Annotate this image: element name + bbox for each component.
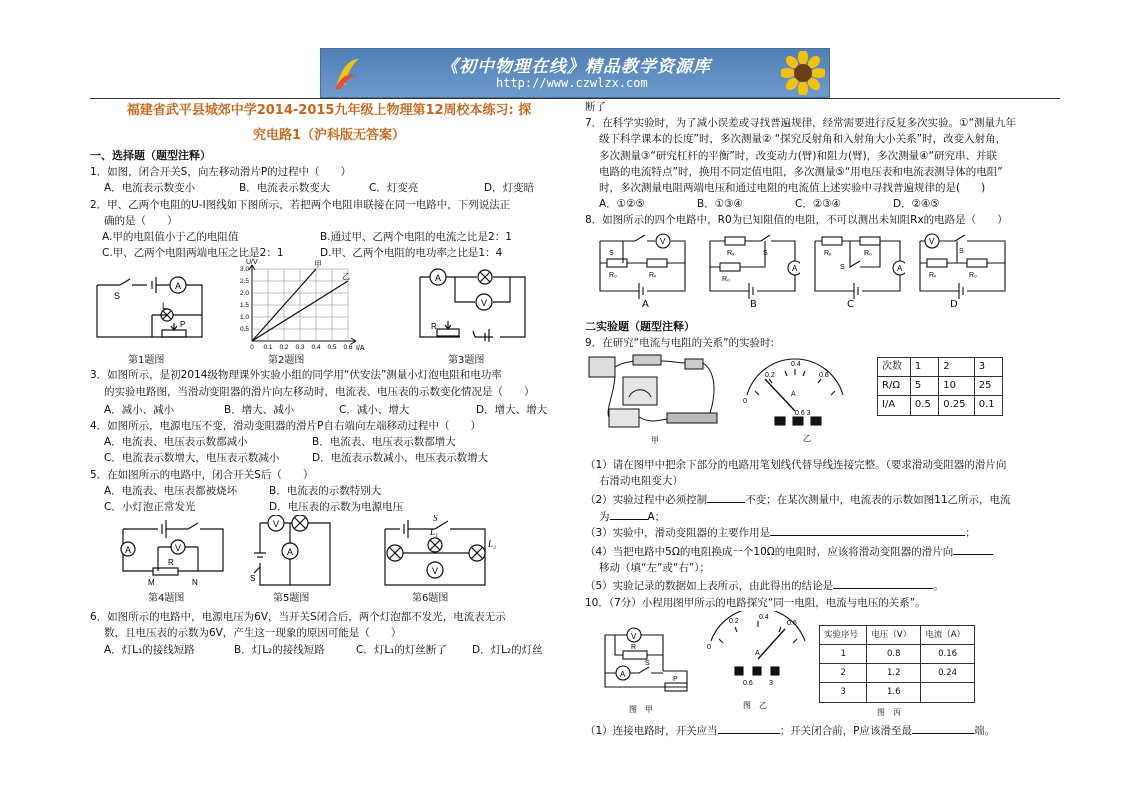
q10-fig-jia-circuit (599, 615, 699, 715)
fig2-line-jia: 甲 (314, 260, 322, 270)
q2-option-b[interactable]: B.通过甲、乙两个电阻的电流之比是2：1 (320, 231, 512, 244)
q9-sub2-c: 为 (599, 510, 610, 523)
q2-option-d[interactable]: D.甲、乙两个电阻的电功率之比是1：4 (320, 247, 503, 260)
table-cell: 电压（V） (867, 625, 921, 644)
q9-fig-jia-apparatus (585, 351, 725, 446)
table-cell: 0.16 (921, 645, 975, 664)
svg-text:A: A (125, 545, 132, 556)
table-cell: 3 (820, 683, 867, 702)
q9-blank-conclusion[interactable] (833, 588, 933, 589)
q4-options-row1 (90, 434, 568, 450)
q9-blank-control[interactable] (707, 502, 745, 503)
q9-sub5 (585, 578, 1063, 594)
q9-label-jia: 甲 (651, 436, 659, 446)
fig3-circuit (415, 267, 530, 342)
q10-fig-yi-ammeter (703, 611, 813, 711)
svg-text:S: S (609, 249, 614, 257)
svg-text:A: A (175, 281, 182, 292)
header-banner (320, 48, 830, 98)
q7-option-b[interactable]: B．①③④ (697, 198, 743, 211)
q10-data-table (819, 625, 975, 703)
svg-text:V: V (432, 566, 439, 577)
svg-text:0.6: 0.6 (743, 679, 753, 687)
q9-blank-current[interactable] (610, 519, 648, 520)
svg-text:L₂: L₂ (488, 539, 497, 550)
q9-sub2-cont (585, 509, 1063, 525)
svg-text:A: A (897, 263, 903, 273)
svg-text:0.6: 0.6 (819, 372, 829, 380)
fig2-xtick: 0.2 (279, 344, 289, 352)
svg-text:0.4: 0.4 (759, 613, 769, 621)
q10-sub1-c: 端。 (974, 724, 996, 737)
q3-option-d[interactable]: D．增大、增大 (476, 403, 548, 416)
section-choice: 一、选择题（题型注释） (90, 149, 211, 162)
q6-stem: 6．如图所示的电路中，电源电压为6V，当开关S闭合后，两个灯泡都不发光，电流表无示 (90, 611, 506, 624)
figure-row-1 (90, 259, 568, 367)
q7-option-c[interactable]: C．②③④ (795, 198, 842, 211)
svg-text:R: R (631, 643, 637, 651)
q5-option-b[interactable]: B．电流表的示数特别大 (269, 484, 382, 497)
q10-blank-end[interactable] (912, 733, 974, 734)
q7-option-a[interactable]: A．①②⑤ (599, 198, 645, 211)
table-row (820, 664, 975, 683)
q9-data-table (877, 357, 1003, 416)
doc-title (90, 100, 568, 146)
q1-stem: 1．如图，闭合开关S，向左移动滑片P的过程中（ ） (90, 166, 352, 179)
svg-text:R₀: R₀ (864, 249, 872, 257)
logo-icon (333, 55, 365, 91)
fig2-xtick: 0.6 (343, 344, 353, 352)
q2-stem2: 确的是（ ） (104, 214, 178, 227)
q7-line1: 7．在科学实验时，为了减小误差或寻找普遍规律，经常需要进行反复多次实验。①“测量九年 (585, 117, 1017, 130)
caption-fig1: 第1题图 (128, 355, 165, 367)
q9-label-yi: 乙 (803, 434, 811, 444)
svg-text:3: 3 (769, 679, 773, 687)
svg-text:0: 0 (707, 643, 711, 651)
q8-label-a: A (642, 298, 649, 310)
fig2-xtick: 0.5 (327, 344, 337, 352)
table-cell: 1.2 (867, 664, 921, 683)
table-cell: 电流（A） (921, 625, 975, 644)
q9-blank-role[interactable] (770, 535, 965, 536)
q10-cap-bing: 图 丙 (877, 707, 901, 717)
table-cell: 1.6 (867, 683, 921, 702)
table-cell: 2 (939, 358, 975, 377)
q6-option-c[interactable]: C．灯L₁的灯丝断了 (356, 643, 447, 656)
q9-fig-yi-ammeter (735, 351, 855, 446)
right-column (585, 99, 1063, 739)
table-row (820, 625, 975, 644)
q9-sub3 (585, 525, 1063, 541)
table-cell (921, 683, 975, 702)
q9-sub4 (585, 544, 1063, 560)
q5-stem: 5．在如图所示的电路中，闭合开关S后（ ） (90, 468, 314, 481)
q1-options (90, 180, 568, 196)
svg-text:S: S (250, 574, 256, 584)
table-cell: 0.24 (921, 664, 975, 683)
q3-option-c[interactable]: C．减小、增大 (339, 403, 410, 416)
svg-text:V: V (481, 298, 488, 309)
q5-option-c[interactable]: C．小灯泡正常发光 (104, 501, 196, 514)
fig5-circuit (250, 515, 340, 590)
fig2-ytick: 1.0 (239, 314, 249, 322)
q6-options (90, 642, 568, 658)
q9-sub1-cont: 右滑动电阻变大） (599, 475, 683, 488)
q3-options (90, 402, 568, 418)
banner-url: http://www.czwlzx.com (496, 76, 648, 90)
q2-options-row1 (90, 229, 568, 245)
q4-stem: 4．如图所示，电源电压不变，滑动变阻器的滑片P自右端向左端移动过程中（ ） (90, 420, 482, 433)
table-cell: 次数 (878, 358, 911, 377)
q9-sub2 (585, 492, 1063, 508)
caption-fig2: 第2题图 (268, 355, 305, 367)
svg-text:R₀: R₀ (609, 271, 617, 279)
q4-option-b[interactable]: B．电流表、电压表示数都增大 (312, 436, 456, 449)
svg-text:0.4: 0.4 (791, 361, 801, 369)
fig2-ytick: 2.5 (239, 278, 249, 286)
table-row (820, 645, 975, 664)
q4-option-a[interactable]: A．电流表、电压表示数都减小 (104, 436, 248, 449)
svg-text:0.6 3: 0.6 3 (795, 410, 811, 418)
q10-cap-yi: 图 乙 (743, 700, 767, 710)
q9-sub4-a: （4）当把电路中5Ω的电阻换成一个10Ω的电阻时，应该将滑动变阻器的滑片向 (585, 546, 954, 559)
svg-text:R: R (431, 322, 437, 332)
fig2-ytick: 3.0 (239, 266, 249, 274)
svg-text:R₀: R₀ (969, 271, 977, 279)
q7-option-d[interactable]: D．②④⑤ (893, 198, 940, 211)
q9-stem: 9．在研究“电流与电阻的关系”的实验时: (585, 336, 775, 349)
fig2-ytick: 0.5 (239, 326, 249, 334)
svg-text:S: S (959, 247, 964, 255)
svg-text:A: A (287, 547, 294, 558)
fig2-xtick: 0.1 (263, 344, 273, 352)
fig2-xtick: 0.4 (311, 344, 321, 352)
figure-row-2 (90, 515, 568, 607)
svg-text:P: P (180, 320, 186, 330)
svg-text:L₁: L₁ (430, 527, 439, 538)
fig2-line-yi: 乙 (342, 272, 350, 282)
caption-fig3: 第3题图 (448, 355, 485, 367)
q8-figures (585, 229, 1063, 309)
q5-option-d[interactable]: D．电压表的示数为电源电压 (269, 501, 404, 514)
q6-continuation: 断了 (585, 101, 606, 113)
svg-text:Rₓ: Rₓ (929, 271, 937, 279)
q9-sub2-d: A； (647, 510, 666, 523)
table-cell: 实验序号 (820, 625, 867, 644)
q8-stem: 8．如图所示的四个电路中，R0为已知阻值的电阻，不可以测出未知阻Rx的电路是（ ） (585, 214, 1008, 227)
q8-label-d: D (950, 298, 958, 310)
table-cell: 0.1 (974, 396, 1002, 415)
q7-line2: 级下科学课本的长度”时，多次测量② “探究反射角和入射角大小关系”时，改变入射角， (599, 133, 1007, 146)
q9-sub3-b: ； (965, 526, 976, 539)
caption-fig5: 第5题图 (273, 593, 310, 605)
banner-title: 《初中物理在线》精品教学资源库 (441, 57, 711, 77)
fig1-circuit (92, 275, 207, 345)
q8-circuit-b (705, 233, 800, 303)
q1-option-a[interactable]: A．电流表示数变小 (104, 182, 196, 195)
svg-text:Rₓ: Rₓ (824, 249, 832, 257)
q1-option-d[interactable]: D．灯变暗 (484, 182, 535, 195)
q9-sub5-b: 。 (933, 580, 944, 593)
caption-fig6: 第6题图 (412, 593, 449, 605)
svg-text:0.2: 0.2 (765, 372, 775, 380)
svg-text:A: A (792, 263, 798, 273)
table-cell: 1 (820, 645, 867, 664)
q7-line3: 多次测量③“研究杠杆的平衡”时，改变动力(臂)和阻力(臂)，多次测量④“研究串、并联 (599, 149, 998, 162)
left-column (90, 100, 568, 658)
svg-text:0.2: 0.2 (729, 617, 739, 625)
q6-stem2: 数，且电压表的示数为6V，产生这一现象的原因可能是（ ） (104, 627, 402, 640)
fig2-ylabel: U/V (246, 259, 258, 267)
fig2-xtick: 0 (250, 344, 254, 352)
svg-text:S: S (433, 515, 438, 524)
q7-options (585, 196, 1063, 212)
table-row (878, 396, 1003, 415)
q6-option-a[interactable]: A．灯L₁的接线短路 (104, 643, 195, 656)
svg-text:S: S (840, 263, 845, 271)
q8-circuit-d (915, 233, 1010, 303)
svg-text:M: M (148, 578, 155, 588)
q7-line5: 时，多次测量电阻两端电压和通过电阻的电流值上述实验中寻找普遍规律的是( ) (599, 182, 986, 195)
q9-blank-direction[interactable] (953, 554, 993, 555)
fig2-xlabel: I/A (356, 345, 365, 353)
svg-text:0.6: 0.6 (787, 619, 797, 627)
q2-option-a[interactable]: A.甲的电阻值小于乙的电阻值 (102, 231, 239, 244)
q9-sub5-a: （5）实验记录的数据如上表所示，由此得出的结论是 (585, 580, 834, 593)
svg-text:P: P (673, 675, 678, 683)
svg-text:A: A (791, 391, 796, 399)
q4-options-row2 (90, 450, 568, 466)
q1-option-b[interactable]: B．电流表示数变大 (239, 182, 331, 195)
q10-blank-switch[interactable] (718, 733, 780, 734)
q10-cap-jia: 图 甲 (629, 704, 653, 714)
q10-figures (585, 611, 1063, 717)
fig2-graph (230, 257, 370, 352)
svg-text:V: V (273, 519, 280, 530)
section-experiment: 二实验题（题型注释） (585, 319, 695, 333)
q3-option-b[interactable]: B．增大、减小 (224, 403, 295, 416)
svg-text:A: A (435, 273, 442, 284)
q9-sub1: （1）请在图甲中把余下部分的电路用笔划线代替导线连接完整。（要求滑动变阻器的滑片向 (585, 459, 1007, 472)
fig4-circuit (118, 519, 228, 589)
doc-title-line1: 福建省武平县城郊中学2014-2015九年级上物理第12周校本练习: 探 (126, 103, 532, 118)
q10-sub1 (585, 723, 1063, 739)
fig6-circuit (380, 515, 505, 590)
q2-option-c[interactable]: C.甲、乙两个电阻两端电压之比是2：1 (102, 247, 284, 260)
fig2-ytick: 1.5 (239, 302, 249, 310)
fig2-ytick: 2.0 (239, 290, 249, 298)
table-row (820, 683, 975, 702)
q10-sub1-a: （1）连接电路时，开关应当 (585, 724, 718, 737)
q8-label-c: C (847, 298, 854, 310)
q5-options-row1 (90, 483, 568, 499)
q6-option-b[interactable]: B．灯L₂的接线短路 (234, 643, 325, 656)
svg-text:S: S (763, 249, 768, 257)
table-cell: 3 (974, 358, 1002, 377)
q6-option-d[interactable]: D．灯L₂的灯丝 (472, 643, 543, 656)
q9-sub4-cont: 移动（填“左”或“右”）； (599, 562, 711, 575)
svg-text:R₀: R₀ (722, 275, 730, 283)
table-cell: 5 (910, 377, 938, 396)
table-cell: I/A (878, 396, 911, 415)
svg-text:V: V (660, 236, 666, 246)
table-cell: R/Ω (878, 377, 911, 396)
table-cell: 2 (820, 664, 867, 683)
svg-text:S: S (114, 291, 121, 302)
q3-stem: 3．如图所示，是初2014级物理课外实验小组的同学用“伏安法”测量小灯泡电阻和电功率 (90, 369, 502, 382)
svg-text:Rₓ: Rₓ (649, 271, 657, 279)
table-cell: 1 (910, 358, 938, 377)
svg-text:R: R (168, 558, 174, 568)
q4-option-d[interactable]: D．电流表示数减小，电压表示数增大 (312, 452, 489, 465)
q1-option-c[interactable]: C．灯变亮 (369, 182, 419, 195)
q9-sub3-a: （3）实验中，滑动变阻器的主要作用是 (585, 526, 771, 539)
svg-text:L: L (162, 301, 168, 312)
svg-text:S: S (645, 659, 650, 667)
table-row (878, 358, 1003, 377)
caption-fig4: 第4题图 (148, 593, 185, 605)
q4-option-c[interactable]: C．电流表示数增大，电压表示数减小 (104, 452, 280, 465)
q2-stem: 2．甲、乙两个电阻的U-I图线如下图所示，若把两个电阻串联接在同一电路中，下列说法正 (90, 198, 511, 211)
table-cell: 0.8 (867, 645, 921, 664)
q9-figures (585, 351, 1063, 453)
q10-sub1-b: ；开关闭合前，P应该滑至最 (779, 724, 913, 737)
svg-text:A: A (755, 649, 760, 657)
doc-title-line2: 究电路1（沪科版无答案） (252, 128, 406, 143)
q3-stem2: 的实验电路图，当滑动变阻器的滑片向左移动时，电流表、电压表的示数变化情况是（ ） (104, 385, 535, 398)
q5-options-row2 (90, 499, 568, 515)
svg-text:0: 0 (743, 398, 747, 406)
table-row (878, 377, 1003, 396)
q8-circuit-a (595, 233, 690, 303)
svg-text:V: V (175, 543, 182, 554)
svg-text:V: V (631, 631, 637, 641)
svg-text:Rₓ: Rₓ (727, 249, 735, 257)
table-cell: 0.25 (939, 396, 975, 415)
q10-stem: 10．（7分）小程用图甲所示的电路探究“同一电阻，电流与电压的关系”。 (585, 596, 926, 609)
q9-sub2-b: 不变；在某次测量中，电流表的示数如图11乙所示，电流 (745, 494, 1011, 507)
table-cell: 0.5 (910, 396, 938, 415)
fig2-xtick: 0.3 (295, 344, 305, 352)
q7-line4: 电路的电流特点”时，换用不同定值电阻，多次测量⑤“用电压表和电流表测导体的电阻” (599, 165, 1003, 178)
q5-option-a[interactable]: A．电流表、电压表都被烧坏 (104, 484, 238, 497)
sunflower-icon (781, 51, 825, 95)
svg-text:N: N (192, 578, 198, 588)
svg-text:V: V (929, 236, 935, 246)
svg-text:A: A (620, 669, 626, 679)
table-cell: 10 (939, 377, 975, 396)
q9-sub2-a: （2）实验过程中必须控制 (585, 494, 708, 507)
table-cell: 25 (974, 377, 1002, 396)
q3-option-a[interactable]: A．减小、减小 (104, 403, 175, 416)
q8-circuit-c (810, 233, 905, 303)
q8-label-b: B (750, 298, 757, 310)
